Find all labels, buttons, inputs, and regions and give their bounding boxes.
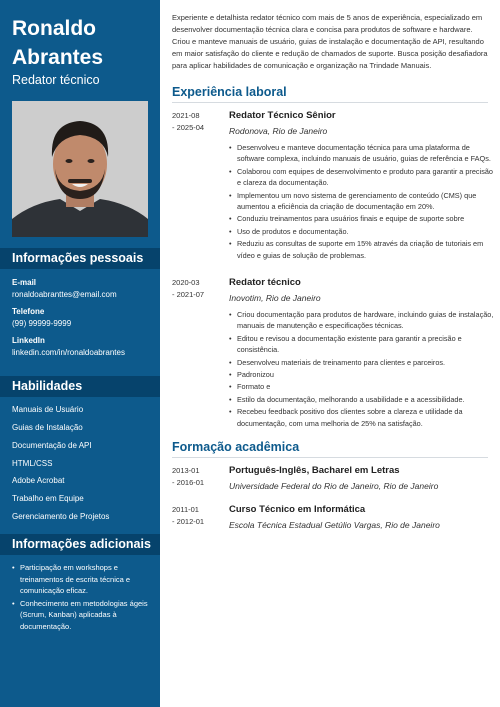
job-bullet: • Reduziu as consultas de suporte em 15% através da criação de tutoriais em vídeo e guias de solução de problemas. (237, 238, 496, 261)
additional-info-list (12, 562, 160, 633)
email-value[interactable]: ronaldoabranttes@email.com (12, 290, 117, 299)
date-start: 2021-08 (172, 111, 200, 120)
job-bullet: • Estilo da documentação, melhorando a usabilidade e a acessibilidade. (237, 394, 496, 405)
contact-label: Telefone (12, 307, 45, 316)
education-degree: Português-Inglês, Bacharel em Letras (229, 465, 400, 476)
linkedin-value[interactable]: linkedin.com/in/ronaldoabrantes (12, 348, 125, 357)
date-end: - 2025-04 (172, 123, 205, 132)
additional-info-heading: Informações adicionais (0, 534, 160, 555)
job-company: Rodonova, Rio de Janeiro (229, 126, 328, 136)
skill-item: Documentação de API (12, 441, 92, 450)
skill-item: Guias de Instalação (12, 423, 83, 432)
skills-heading: Habilidades (0, 376, 160, 397)
main-content (160, 0, 500, 707)
skill-item: Trabalho em Equipe (12, 494, 84, 503)
job-role: Redator Técnico Sênior (229, 110, 336, 121)
job-bullet: • Padronizou (237, 369, 496, 380)
education-school: Universidade Federal do Rio de Janeiro, Rio de Janeiro (229, 481, 439, 491)
job-date-range (172, 277, 222, 301)
education-date-range (172, 504, 222, 528)
contact-label: LinkedIn (12, 336, 45, 345)
skill-item: HTML/CSS (12, 459, 53, 468)
experience-heading: Experiência laboral (172, 85, 287, 99)
skill-item: Gerenciamento de Projetos (12, 512, 110, 521)
job-bullet: • Conduziu treinamentos para usuários finais e equipe de suporte sobre (237, 213, 496, 224)
job-bullet: • Criou documentação para produtos de hardware, incluindo guias de instalação, manuais de manutenção e especificações técnicas. (237, 309, 496, 332)
job-bullet: • Implementou um novo sistema de gerenciamento de conteúdo (CMS) que aumentou a eficiência da criação de documentação em 20%. (237, 190, 496, 213)
job-company: Inovotim, Rio de Janeiro (229, 293, 321, 303)
education-degree: Curso Técnico em Informática (229, 504, 366, 515)
job-bullets (229, 142, 496, 262)
phone-value[interactable]: (99) 99999-9999 (12, 319, 72, 328)
education-heading: Formação acadêmica (172, 440, 300, 454)
additional-info-item: • Participação em workshops e treinamentos de escrita técnica e comunicação eficaz. (20, 562, 160, 597)
job-title: Redator técnico (12, 73, 100, 87)
job-bullet: • Desenvolveu e manteve documentação técnica para uma plataforma de software complexa, incluindo manuais de usuário, guias de referência e FAQs. (237, 142, 496, 165)
job-bullet: • Uso de produtos e documentação. (237, 226, 496, 237)
date-start: 2020-03 (172, 278, 200, 287)
date-end: - 2016-01 (172, 478, 205, 487)
education-school: Escola Técnica Estadual Getúlio Vargas, Rio de Janeiro (229, 520, 440, 530)
personal-info-heading: Informações pessoais (0, 248, 160, 269)
skill-item: Adobe Acrobat (12, 476, 65, 485)
date-start: 2011-01 (172, 505, 199, 514)
skill-item: Manuais de Usuário (12, 405, 84, 414)
job-role: Redator técnico (229, 277, 301, 288)
additional-info-item: • Conhecimento em metodologias ágeis (Scrum, Kanban) aplicadas à documentação. (20, 598, 160, 633)
job-bullets (229, 309, 496, 430)
date-end: - 2021-07 (172, 290, 205, 299)
job-bullet: • Editou e revisou a documentação existente para garantir a precisão e consistência. (237, 333, 496, 356)
date-start: 2013-01 (172, 466, 200, 475)
candidate-name: Ronaldo Abrantes (12, 17, 104, 69)
profile-photo (12, 101, 148, 237)
section-divider (172, 102, 488, 103)
profile-summary: Experiente e detalhista redator técnico com mais de 5 anos de experiência, especializado em desenvolver documentação técnica clara e concisa para produtos de software e hardware. Criou e manteve manuais de usuário, guias de instalação e documentação de API, resultando em maior satisfação do cliente e redução de chamados de suporte. Busca posição desafiadora para aplicar habilidades de comunicação e organização na Trindade Manuais. (172, 13, 488, 70)
sidebar (0, 0, 160, 707)
job-bullet: • Colaborou com equipes de desenvolvimento e produto para garantir a precisão e clareza da documentação. (237, 166, 496, 189)
profile-photo-image (12, 101, 148, 237)
date-end: - 2012-01 (172, 517, 205, 526)
section-divider (172, 457, 488, 458)
job-bullet: • Recebeu feedback positivo dos clientes sobre a clareza e utilidade da documentação, com uma melhoria de 25% na satisfação. (237, 406, 496, 429)
job-date-range (172, 110, 222, 134)
education-date-range (172, 465, 222, 489)
job-bullet: • Desenvolveu materiais de treinamento para clientes e parceiros. (237, 357, 496, 368)
contact-label: E-mail (12, 278, 37, 287)
job-bullet: • Formato e (237, 381, 496, 392)
